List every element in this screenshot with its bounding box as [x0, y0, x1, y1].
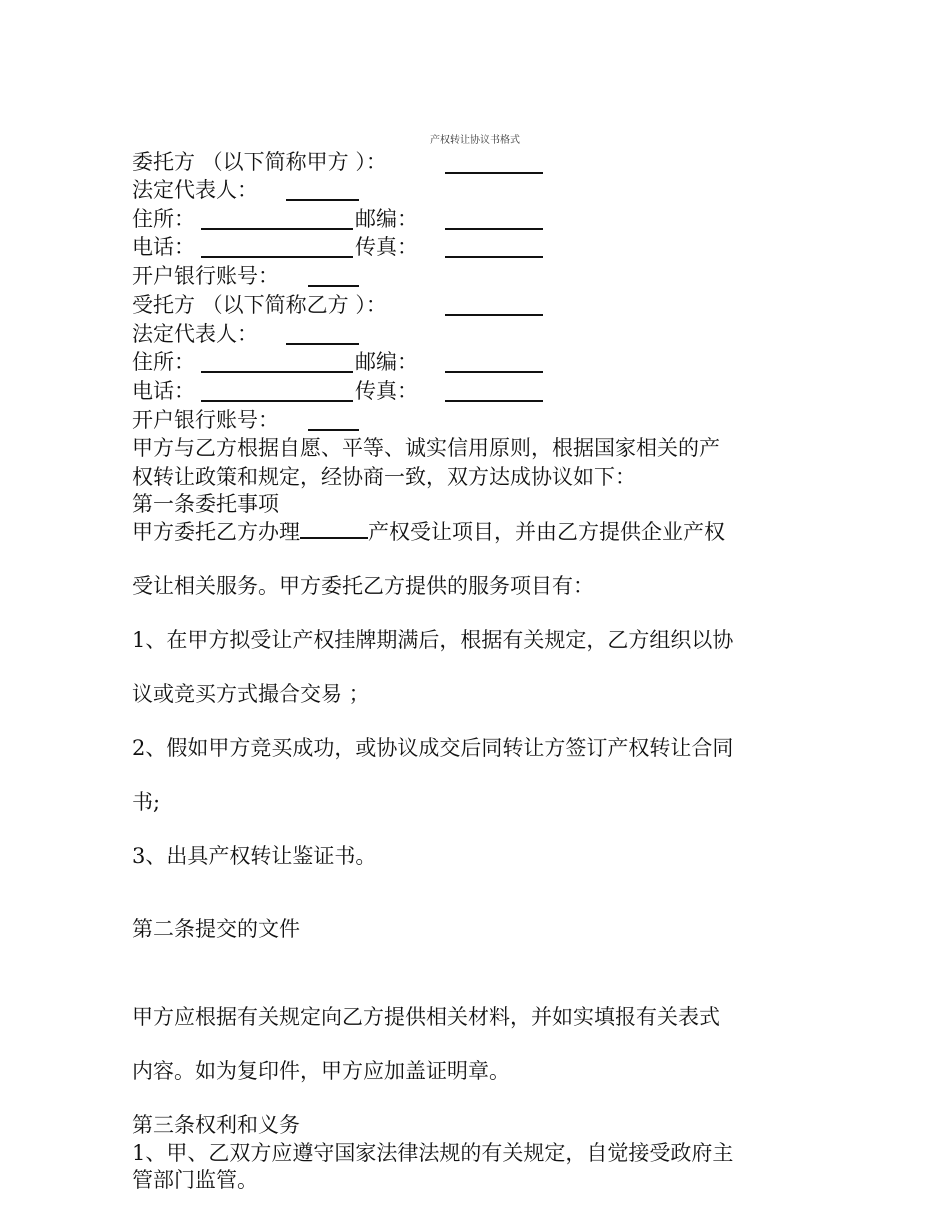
- party-b-phone-label: 电话：: [132, 379, 195, 403]
- party-a-name-blank[interactable]: [445, 154, 543, 174]
- article1-para1-after: 产权受让项目，并由乙方提供企业产权: [368, 520, 725, 544]
- party-a-rep-label: 法定代表人：: [132, 178, 258, 202]
- party-b-address-label: 住所：: [132, 350, 195, 374]
- party-a-address-label: 住所：: [132, 207, 195, 231]
- article3-para2: 管部门监管。: [132, 1168, 258, 1192]
- article3-para1: 1、甲、乙双方应遵守国家法律法规的有关规定，自觉接受政府主: [132, 1141, 734, 1165]
- article1-item1a: 1、在甲方拟受让产权挂牌期满后，根据有关规定，乙方组织以协: [132, 628, 734, 652]
- party-a-address-blank[interactable]: [201, 210, 353, 230]
- article1-item3: 3、出具产权转让鉴证书。: [132, 844, 377, 868]
- party-b-rep-label: 法定代表人：: [132, 322, 258, 346]
- party-b-fax-label: 传真：: [355, 379, 418, 403]
- article1-item1b: 议或竞买方式撮合交易 ；: [132, 682, 370, 706]
- party-a-bank: [132, 262, 279, 290]
- article1-para1-before: 甲方委托乙方办理: [132, 520, 300, 544]
- party-b-phone: [132, 377, 195, 405]
- party-b-rep-blank[interactable]: [286, 325, 359, 345]
- party-a-title: [132, 148, 387, 176]
- party-b-title-text: 受托方 （以下简称乙方 ）：: [132, 293, 387, 317]
- article1-title: 第一条委托事项: [132, 492, 279, 516]
- article3-title: 第三条权利和义务: [132, 1113, 300, 1137]
- party-b-fax: [355, 377, 418, 405]
- party-b-title: [132, 291, 387, 319]
- party-a-bank-label: 开户银行账号：: [132, 264, 279, 288]
- party-a-phone: [132, 233, 195, 261]
- party-a-postcode-blank[interactable]: [445, 210, 543, 230]
- party-a-fax: [355, 233, 418, 261]
- party-b-postcode-blank[interactable]: [445, 353, 543, 373]
- party-a-address: [132, 205, 195, 233]
- party-b-bank-blank[interactable]: [308, 411, 359, 431]
- party-a-rep: [132, 176, 258, 204]
- party-a-fax-label: 传真：: [355, 235, 418, 259]
- party-a-rep-blank[interactable]: [286, 181, 359, 201]
- intro-line-2: 权转让政策和规定，经协商一致，双方达成协议如下：: [132, 465, 636, 489]
- article1-item2b: 书;: [132, 790, 161, 814]
- party-a-phone-label: 电话：: [132, 235, 195, 259]
- party-a-phone-blank[interactable]: [201, 238, 353, 258]
- party-b-address-blank[interactable]: [201, 353, 353, 373]
- party-a-postcode: [355, 205, 418, 233]
- party-b-postcode-label: 邮编：: [355, 350, 418, 374]
- article1-para1-cont: 受让相关服务。甲方委托乙方提供的服务项目有：: [132, 574, 594, 598]
- party-a-fax-blank[interactable]: [445, 238, 543, 258]
- article1-para1: [132, 518, 725, 546]
- party-b-postcode: [355, 348, 418, 376]
- project-name-blank[interactable]: [300, 519, 368, 539]
- party-b-bank-label: 开户银行账号：: [132, 408, 279, 432]
- party-b-address: [132, 348, 195, 376]
- party-a-title-text: 委托方 （以下简称甲方 ）：: [132, 150, 387, 174]
- party-b-phone-blank[interactable]: [201, 382, 353, 402]
- article2-para1: 甲方应根据有关规定向乙方提供相关材料，并如实填报有关表式: [132, 1005, 720, 1029]
- page-header: 产权转让协议书格式: [430, 135, 520, 146]
- party-a-bank-blank[interactable]: [308, 267, 359, 287]
- party-a-postcode-label: 邮编：: [355, 207, 418, 231]
- party-b-bank: [132, 406, 279, 434]
- article1-item2a: 2、假如甲方竞买成功，或协议成交后同转让方签订产权转让合同: [132, 736, 734, 760]
- party-b-name-blank[interactable]: [445, 296, 543, 316]
- intro-line-1: 甲方与乙方根据自愿、平等、诚实信用原则，根据国家相关的产: [132, 436, 720, 460]
- party-b-rep: [132, 320, 258, 348]
- party-b-fax-blank[interactable]: [445, 382, 543, 402]
- article2-title: 第二条提交的文件: [132, 917, 300, 941]
- article2-para2: 内容。如为复印件，甲方应加盖证明章。: [132, 1059, 510, 1083]
